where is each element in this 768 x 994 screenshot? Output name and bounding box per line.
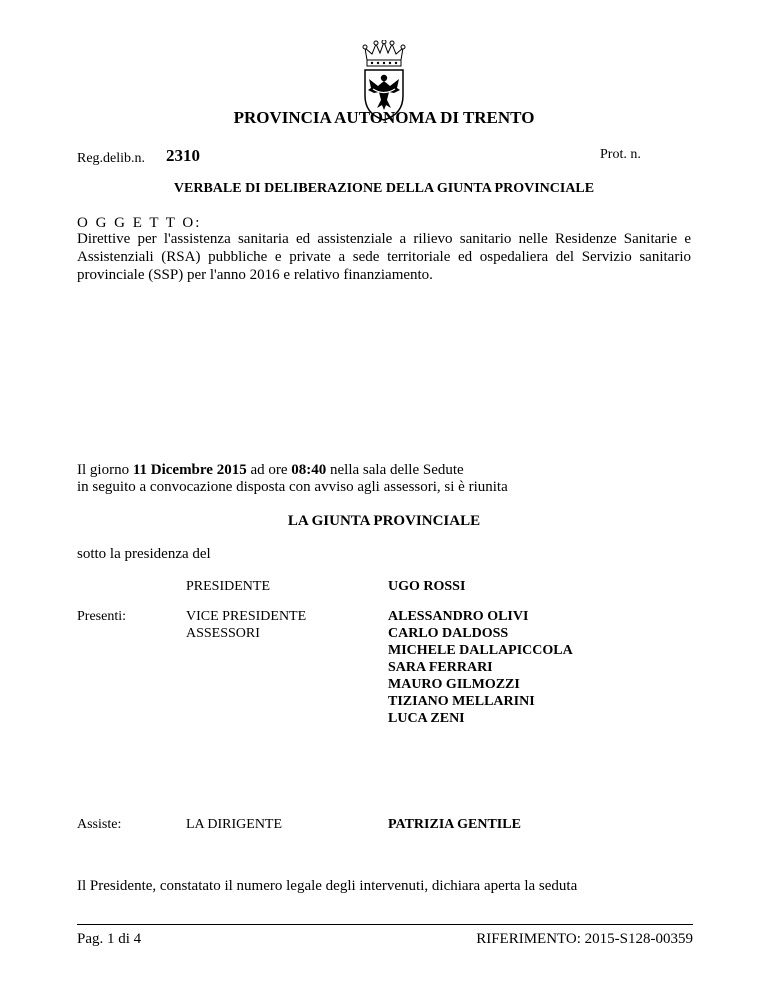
meeting-convocation: in seguito a convocazione disposta con avviso agli assessori, si è riunita (77, 479, 508, 495)
minutes-title: VERBALE DI DELIBERAZIONE DELLA GIUNTA PROVINCIALE (173, 181, 595, 196)
meeting-location: nella sala delle Sedute (330, 462, 464, 478)
prot-label: Prot. n. (600, 147, 641, 162)
member-name: TIZIANO MELLARINI (388, 694, 535, 709)
reg-delib-label: Reg.delib.n. (77, 151, 146, 166)
subject-text: Direttive per l'assistenza sanitaria ed assistenziale a rilievo sanitario nelle Residenze Sanitarie e Assistenziali (RSA) pubbliche e private a sede territoriale ed ospedaliera del Servizio sanitario provinciale (SSP) per l'anno 2016 e relativo finanziamento. (77, 231, 691, 283)
member-name: MAURO GILMOZZI (388, 677, 520, 692)
meeting-intro: Il giorno (77, 462, 130, 478)
footer-divider (77, 924, 693, 925)
reference-code: RIFERIMENTO: 2015-S128-00359 (476, 931, 693, 947)
role-vice-president: VICE PRESIDENTE (186, 609, 307, 624)
subject-label: O G G E T T O: (77, 215, 202, 231)
reg-delib-number: 2310 (166, 146, 200, 165)
member-name: LUCA ZENI (388, 711, 465, 726)
member-name: CARLO DALDOSS (388, 626, 509, 641)
role-assessors: ASSESSORI (186, 626, 260, 641)
meeting-date: 11 Dicembre 2015 (132, 462, 247, 478)
director-name: PATRIZIA GENTILE (388, 817, 521, 832)
member-name: ALESSANDRO OLIVI (388, 609, 529, 624)
chaired-by-label: sotto la presidenza del (77, 546, 211, 562)
page-number: Pag. 1 di 4 (77, 931, 142, 947)
roles-list (186, 608, 306, 642)
meeting-details (77, 461, 464, 479)
member-name: MICHELE DALLAPICCOLA (388, 643, 573, 658)
organization-title: PROVINCIA AUTONOMA DI TRENTO (233, 108, 535, 127)
meeting-time-prefix: ad ore (250, 462, 288, 478)
attends-label: Assiste: (77, 817, 122, 832)
members-list (388, 608, 573, 727)
director-role: LA DIRIGENTE (186, 817, 283, 832)
assembly-title: LA GIUNTA PROVINCIALE (287, 513, 481, 529)
president-name: UGO ROSSI (388, 579, 466, 594)
member-name: SARA FERRARI (388, 660, 493, 675)
closing-statement: Il Presidente, constatato il numero legale degli intervenuti, dichiara aperta la seduta (77, 878, 578, 894)
meeting-time: 08:40 (291, 462, 327, 478)
present-label: Presenti: (77, 609, 126, 624)
president-role: PRESIDENTE (186, 579, 270, 594)
